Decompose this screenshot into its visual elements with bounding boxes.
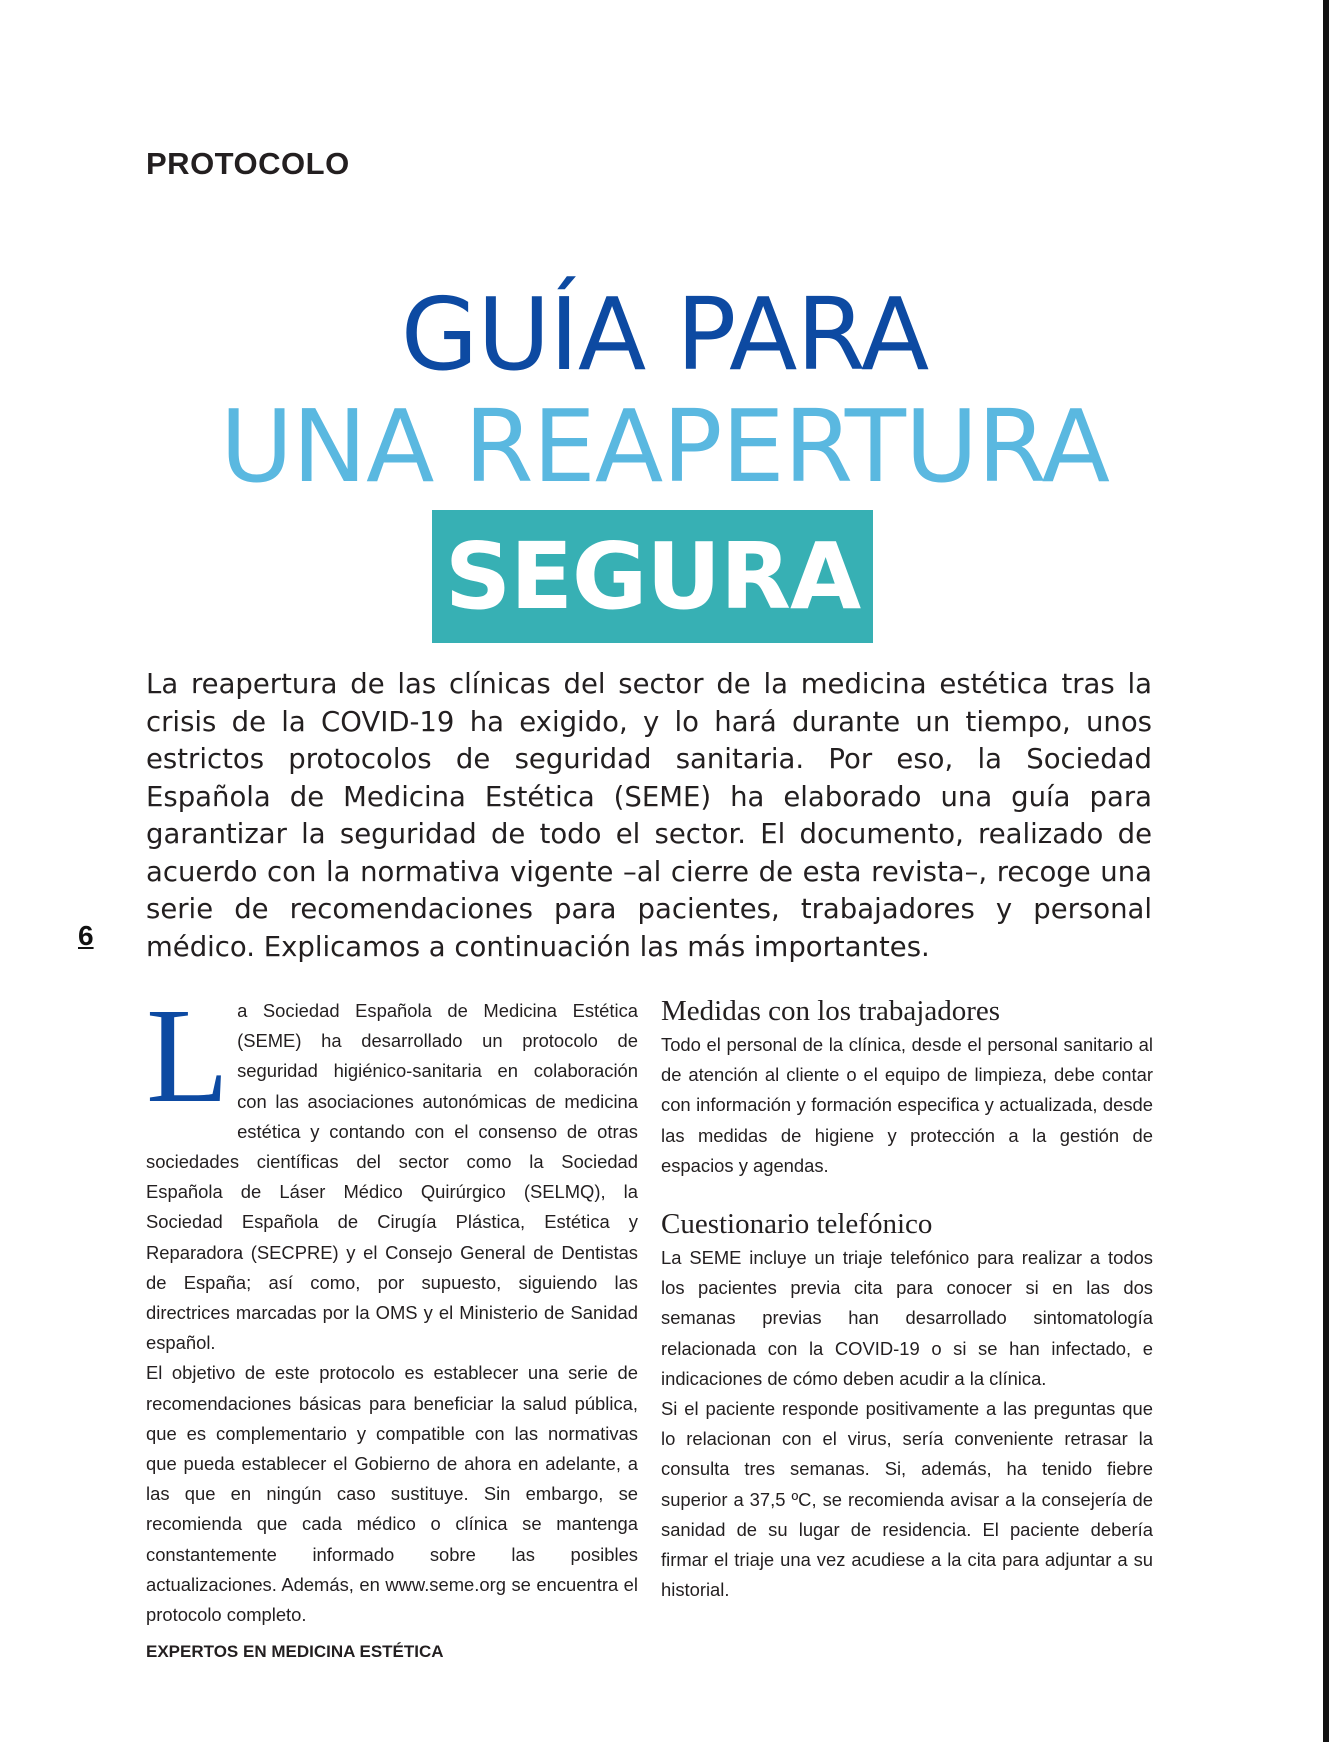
title-highlight-text: SEGURA (444, 523, 861, 630)
right-paragraph-1: Todo el personal de la clínica, desde el personal sanitario al de atención al cliente o el equipo de limpieza, debe contar con información y formación especifica y actualizada, desde las medidas de higiene y protección a la gestión de espacios y agendas. (661, 1034, 1153, 1176)
title-highlight-box (432, 510, 873, 643)
right-paragraph-3: Si el paciente responde positivamente a las preguntas que lo relacionan con el virus, sería conveniente retrasar la consulta tres semanas. Si, además, ha tenido fiebre superior a 37,5 ºC, se recomienda avisar a la consejería de sanidad de su lugar de residencia. El paciente debería firmar el triaje una vez acudiese a la cita para adjuntar a su historial. (661, 1398, 1153, 1601)
right-paragraph-2: La SEME incluye un triaje telefónico para realizar a todos los pacientes previa cita para conocer si en las dos semanas previas han desarrollado sintomatología relacionada con la COVID-19 o si se han infectado, e indicaciones de cómo deben acudir a la clínica. (661, 1247, 1153, 1389)
heading-workers: Medidas con los trabajadores (661, 995, 1001, 1027)
page-edge-bar (1323, 0, 1329, 1742)
page-number: 6 (78, 920, 94, 951)
lead-paragraph: La reapertura de las clínicas del sector de la medicina estética tras la crisis de la COVID-19 ha exigido, y lo hará durante un tiempo, unos estrictos protocolos de seguridad sanitaria. Por eso, la Sociedad Española de Medicina Estética (SEME) ha elaborado una guía para garantizar la seguridad de todo el sector. El documento, realizado de acuerdo con la normativa vigente –al cierre de esta revista–, recoge una serie de recomendaciones para pacientes, trabajadores y personal médico. Explicamos a continuación las más importantes. (146, 668, 1152, 963)
right-column (661, 994, 1153, 1605)
dropcap: L (146, 981, 230, 1131)
title-line-2: UNA REAPERTURA (219, 388, 1110, 505)
title-line-1: GUÍA PARA (400, 276, 929, 393)
section-label: PROTOCOLO (146, 146, 350, 181)
left-paragraph-2: El objetivo de este protocolo es establecer una serie de recomendaciones básicas para beneficiar la salud pública, que es complementario y compatible con las normativas que pueda establecer el Gobierno de ahora en adelante, a las que en ningún caso sustituye. Sin embargo, se recomienda que cada médico o clínica se mantenga constantemente informado sobre las posibles actualizaciones. Además, en www.seme.org se encuentra el protocolo completo. (146, 1362, 638, 1626)
footer-publication: EXPERTOS EN MEDICINA ESTÉTICA (146, 1642, 444, 1661)
left-paragraph-1: a Sociedad Española de Medicina Estética (SEME) ha desarrollado un protocolo de seguridad higiénico-sanitaria en colaboración con las asociaciones autonómicas de medicina estética y contando con el consenso de otras sociedades científicas del sector como la Sociedad Española de Láser Médico Quirúrgico (SELMQ), la Sociedad Española de Cirugía Plástica, Estética y Reparadora (SECPRE) y el Consejo General de Dentistas de España; así como, por supuesto, siguiendo las directrices marcadas por la OMS y el Ministerio de Sanidad español. (146, 1000, 638, 1354)
heading-phone-questionnaire: Cuestionario telefónico (661, 1208, 933, 1241)
left-column (146, 981, 638, 1630)
